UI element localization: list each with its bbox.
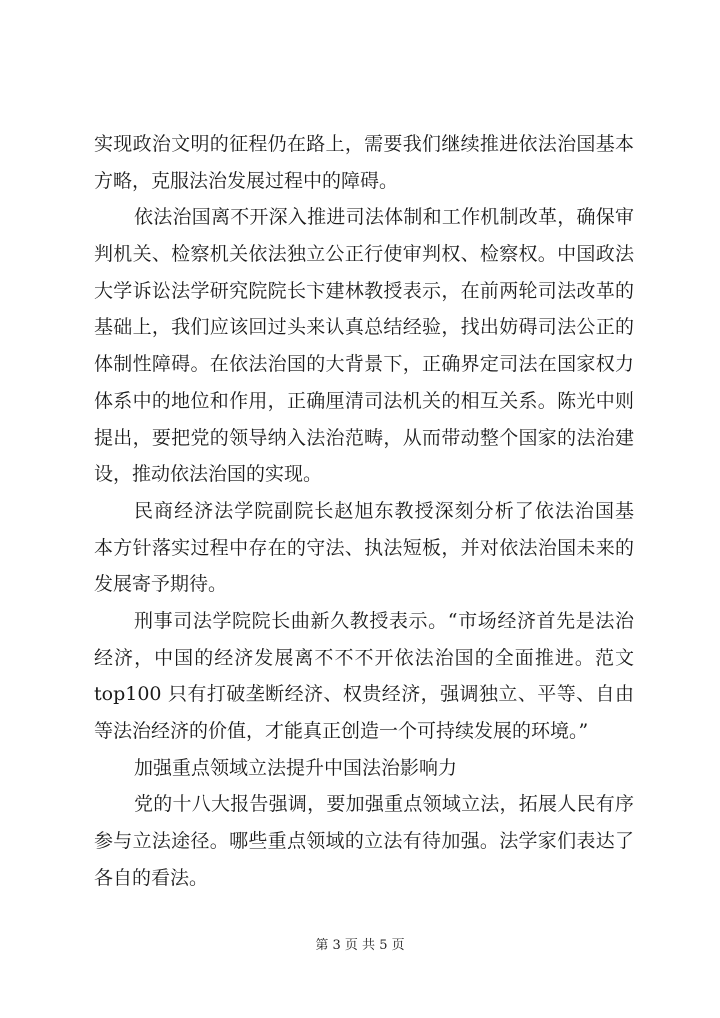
document-body [94, 126, 634, 896]
text-line: 体制性障碍。在依法治国的大背景下，正确界定司法在国家权力 [94, 353, 634, 376]
heading-text: 加强重点领域立法提升中国法治影响力 [134, 756, 458, 779]
text-line: 参与立法途径。哪些重点领域的立法有待加强。法学家们表达了 [94, 830, 634, 853]
text-line: 依法治国离不开深入推进司法体制和工作机制改革，确保审 [134, 206, 634, 229]
text-line: 经济，中国的经济发展离不不不开依法治国的全面推进。范文 [94, 646, 634, 669]
text-line: 提出，要把党的领导纳入法治范畴，从而带动整个国家的法治建 [94, 426, 634, 449]
text-line: 方略，克服法治发展过程中的障碍。 [94, 169, 399, 192]
paragraph [94, 786, 634, 896]
text-line: 本方针落实过程中存在的守法、执法短板，并对依法治国未来的 [94, 536, 634, 559]
paragraph [94, 126, 634, 199]
text-line: 实现政治文明的征程仍在路上，需要我们继续推进依法治国基本 [94, 133, 634, 155]
paragraph [94, 199, 634, 493]
text-line: 基础上，我们应该回过头来认真总结经验，找出妨碍司法公正的 [94, 316, 634, 339]
text-line: 体系中的地位和作用，正确厘清司法机关的相互关系。陈光中则 [94, 389, 634, 412]
text-line: 各自的看法。 [94, 866, 209, 889]
page-footer [0, 934, 720, 953]
text-line: 设，推动依法治国的实现。 [94, 463, 323, 486]
text-line: 发展寄予期待。 [94, 573, 228, 596]
section-heading [94, 750, 634, 787]
text-line: 判机关、检察机关依法独立公正行使审判权、检察权。中国政法 [94, 243, 634, 266]
text-line: 刑事司法学院院长曲新久教授表示。“市场经济首先是法治 [134, 609, 634, 632]
paragraph [94, 603, 634, 750]
text-line: 大学诉讼法学研究院院长卞建林教授表示，在前两轮司法改革的 [94, 279, 634, 302]
text-line: 民商经济法学院副院长赵旭东教授深刻分析了依法治国基 [134, 499, 634, 522]
text-line: 等法治经济的价值，才能真正创造一个可持续发展的环境。” [94, 720, 589, 742]
page-number: 第 3 页 共 5 页 [315, 938, 405, 953]
text-line: top100 只有打破垄断经济、权贵经济，强调独立、平等、自由 [94, 683, 634, 706]
paragraph [94, 493, 634, 603]
text-line: 党的十八大报告强调，要加强重点领域立法，拓展人民有序 [134, 793, 634, 816]
